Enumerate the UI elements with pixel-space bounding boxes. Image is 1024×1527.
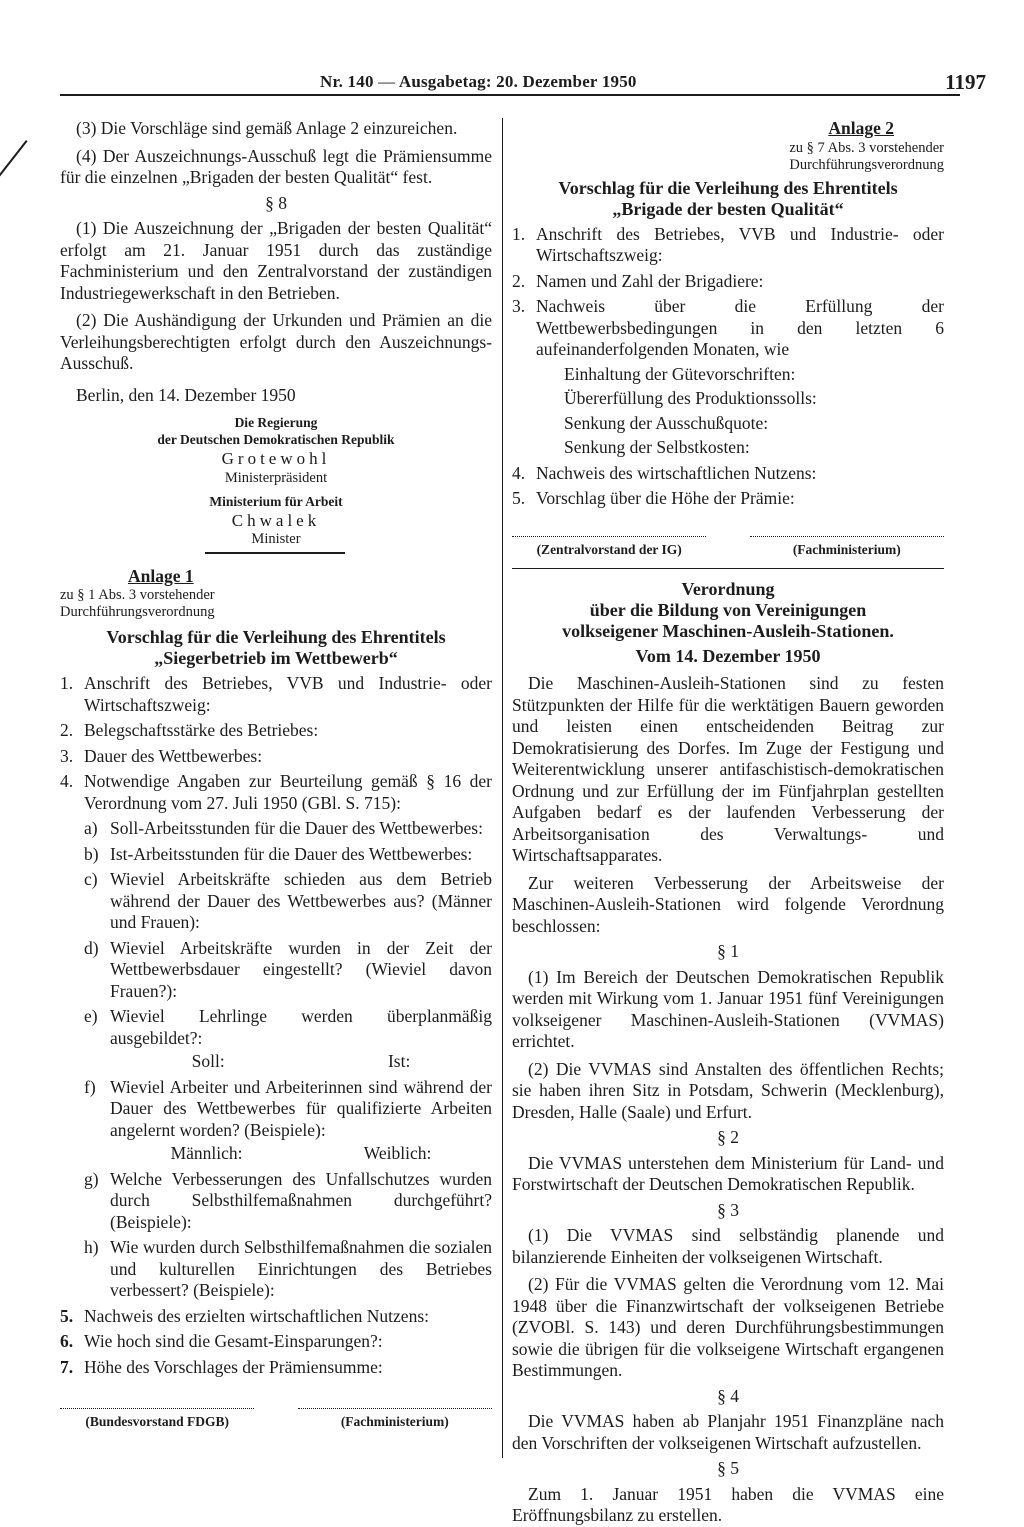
paragraph: (4) Der Auszeichnungs-Ausschuß legt die Prämiensumme für die einzelnen „Brigaden der besten Qualität“ fest. [60, 145, 492, 187]
signature-dots [512, 526, 706, 537]
header-line [320, 72, 637, 92]
page-header [0, 62, 1024, 94]
signature-field [298, 1398, 492, 1430]
paragraph: (3) Die Vorschläge sind gemäß Anlage 2 einzureichen. [76, 118, 458, 138]
list-item: 3. Nachweis über die Erfüllung der Wettbewerbsbedingungen in den letzten 6 aufeinanderfolgenden Monaten, wie [512, 296, 944, 359]
anlage-2 [512, 118, 944, 558]
section-heading: § 1 [717, 941, 739, 961]
list-item: 3. Dauer des Wettbewerbes: [60, 745, 263, 766]
soll-label: Soll: [191, 1051, 225, 1071]
paragraph: Die Maschinen-Ausleih-Stationen sind zu festen Stützpunkten der Hilfe für die werktätigen Bauern geworden und leisten einen entscheidenden Beitrag zur Demokratisierung des Dorfes. Im Zuge der Festigung und Weiterentwicklung unserer antifaschistisch-demokratischen Ordnung und zur Erfüllung der im Fünfjahrplan gestellten Aufgaben bedarf es der laufenden Verbesserung der Arbeitsorganisation des Verwaltungs- und Wirtschaftsapparates. [512, 673, 944, 865]
section-divider [512, 568, 944, 570]
criteria-line: Übererfüllung des Produktionssolls: [564, 388, 817, 408]
anlage-title: Anlage 2 [828, 118, 894, 138]
gender-fields [60, 1143, 492, 1165]
signature-caption: (Fachministerium) [792, 541, 901, 557]
signatory-institution: Ministerium für Arbeit [209, 493, 343, 509]
signatory-name: Chwalek [231, 510, 321, 530]
signature-dots [750, 526, 944, 537]
right-column [512, 118, 944, 1527]
paragraph: (2) Für die VVMAS gelten die Verordnung vom 12. Mai 1948 über die Finanzwirtschaft der volkseigenen Betriebe (ZVOBl. S. 143) und deren Durchführungsbestimmungen sowie die übrigen für die volkseigene Wirtschaft ergangenen Bestimmungen. [512, 1274, 944, 1380]
header-rule [60, 94, 960, 96]
verordnung [512, 579, 944, 1527]
header-dash: — [378, 72, 396, 91]
criteria-line: Senkung der Selbstkosten: [564, 437, 750, 457]
section-heading: § 5 [717, 1458, 739, 1478]
sub-item: c) Wieviel Arbeitskräfte schieden aus dem Betrieb während der Dauer des Wettbewerbes aus? (Männer und Frauen): [84, 869, 492, 932]
weiblich-label: Weiblich: [363, 1143, 432, 1163]
signature-dots [60, 1398, 254, 1409]
signature-lines [512, 526, 944, 558]
place-date: Berlin, den 14. Dezember 1950 [76, 384, 296, 405]
signature-field [512, 526, 706, 558]
pen-mark [0, 140, 27, 188]
issue-number: Nr. 140 [320, 72, 374, 91]
signatory-title: Ministerpräsident [224, 469, 328, 486]
proposal-heading: Vorschlag für die Verleihung des Ehrentitels [106, 627, 446, 647]
anlage-reference: zu § 1 Abs. 3 vorstehender [60, 587, 215, 603]
ist-label: Ist: [387, 1051, 411, 1071]
sub-item: h) Wie wurden durch Selbsthilfemaßnahmen die sozialen und kulturellen Einrichtungen des Betriebes verbessert? (Beispiele): [84, 1237, 492, 1300]
list-item: 1. Anschrift des Betriebes, VVB und Industrie- oder Wirtschaftszweig: [60, 673, 492, 715]
proposal-heading: Vorschlag für die Verleihung des Ehrentitels [558, 177, 898, 198]
signature-field [60, 1398, 254, 1430]
criteria-line: Senkung der Ausschußquote: [564, 412, 769, 433]
signature-caption: (Zentralvorstand der IG) [536, 541, 682, 557]
list-item: 2. Belegschaftsstärke des Betriebes: [60, 720, 319, 740]
sub-item: b) Ist-Arbeitsstunden für die Dauer des Wettbewerbes: [84, 843, 473, 864]
signatory-name: Grotewohl [221, 449, 331, 468]
paragraph: (2) Die VVMAS sind Anstalten des öffentlichen Rechts; sie haben ihren Sitz in Potsdam, Schwerin (Mecklenburg), Dresden, Halle (Saale) und Erfurt. [512, 1058, 944, 1122]
anlage-reference: Durchführungsverordnung [789, 156, 944, 173]
list-item: 5. Vorschlag über die Höhe der Prämie: [512, 488, 795, 508]
paragraph: (1) Im Bereich der Deutschen Demokratischen Republik werden mit Wirkung vom 1. Januar 1951 fünf Vereinigungen volkseigener Maschinen-Ausleih-Stationen (VVMAS) errichtet. [512, 966, 944, 1051]
numbered-list [60, 673, 492, 1378]
proposal-heading: „Brigade der besten Qualität“ [612, 198, 844, 219]
ordinance-title: über die Bildung von Vereinigungen [589, 600, 867, 620]
criteria-lines [512, 364, 944, 459]
signature-lines [60, 1398, 492, 1430]
anlage-1 [60, 566, 492, 1431]
paragraph: (1) Die VVMAS sind selbständig planende und bilanzierende Einheiten der volkseigenen Wirtschaft. [512, 1225, 944, 1267]
section-heading: § 3 [717, 1199, 739, 1220]
signature-caption: (Fachministerium) [340, 1414, 449, 1429]
section-heading: § 2 [717, 1127, 739, 1147]
list-item: 4. Notwendige Angaben zur Beurteilung gemäß § 16 der Verordnung vom 27. Juli 1950 (GBl. S. 715): [60, 771, 492, 813]
signatory-institution: der Deutschen Demokratischen Republik [157, 432, 395, 447]
section-heading: § 4 [717, 1385, 739, 1406]
paragraph: Die VVMAS unterstehen dem Ministerium für Land- und Forstwirtschaft der Deutschen Demokratischen Republik. [512, 1152, 944, 1194]
ordinance-title: Verordnung [681, 579, 775, 599]
page-number: 1197 [945, 70, 986, 94]
sub-item: d) Wieviel Arbeitskräfte wurden in der Zeit der Wettbewerbsdauer eingestellt? (Wieviel davon Frauen?): [84, 937, 492, 1001]
signature-field [750, 526, 944, 558]
left-column [60, 118, 492, 1430]
paragraph: Zum 1. Januar 1951 haben die VVMAS eine Eröffnungsbilanz zu erstellen. [512, 1483, 944, 1525]
paragraph: Die VVMAS haben ab Planjahr 1951 Finanzpläne nach den Vorschriften der volkseigenen Wirtschaft aufzustellen. [512, 1411, 944, 1453]
proposal-heading: „Siegerbetrieb im Wettbewerb“ [154, 648, 398, 668]
soll-ist-fields [60, 1051, 492, 1073]
paragraph: Zur weiteren Verbesserung der Arbeitsweise der Maschinen-Ausleih-Stationen wird folgende Verordnung beschlossen: [512, 872, 944, 936]
issue-date: Ausgabetag: 20. Dezember 1950 [398, 72, 637, 91]
signature-dots [298, 1398, 492, 1409]
column-divider [502, 118, 503, 1458]
section-heading: § 8 [265, 192, 287, 213]
sub-item: e) Wieviel Lehrlinge werden überplanmäßig ausgebildet?: [84, 1006, 492, 1048]
numbered-list [512, 224, 944, 510]
anlage-reference: zu § 7 Abs. 3 vorstehender [789, 139, 944, 156]
paragraph: (1) Die Auszeichnung der „Brigaden der besten Qualität“ erfolgt am 21. Januar 1951 durch das zuständige Fachministerium und den Zentralvorstand der zuständigen Industriegewerkschaft in den Betrieben. [60, 218, 492, 303]
anlage-title: Anlage 1 [128, 565, 194, 586]
signature-block-government [60, 414, 492, 554]
signature-caption: (Bundesvorstand FDGB) [85, 1414, 230, 1429]
list-item: 5. Nachweis des erzielten wirtschaftlichen Nutzens: [60, 1305, 430, 1326]
sub-item: f) Wieviel Arbeiter und Arbeiterinnen sind während der Dauer des Wettbewerbes für qualifizierte Arbeiten angelernt worden? (Beispiele): [84, 1076, 492, 1140]
list-item: 6. Wie hoch sind die Gesamt-Einsparungen?: [60, 1331, 383, 1351]
signature-rule [205, 552, 345, 554]
sub-item: g) Welche Verbesserungen des Unfallschutzes wurden durch Selbsthilfemaßnahmen durchgeführt? (Beispiele): [84, 1168, 492, 1232]
list-item: 7. Höhe des Vorschlages der Prämiensumme: [60, 1356, 383, 1377]
paragraph: (2) Die Aushändigung der Urkunden und Prämien an die Verleihungsberechtigten erfolgt durch den Auszeichnungs-Ausschuß. [60, 310, 492, 373]
criteria-line: Einhaltung der Gütevorschriften: [564, 363, 796, 384]
list-item: 1. Anschrift des Betriebes, VVB und Industrie- oder Wirtschaftszweig: [512, 223, 944, 265]
maennlich-label: Männlich: [170, 1143, 243, 1163]
sub-item: a) Soll-Arbeitsstunden für die Dauer des Wettbewerbes: [84, 818, 483, 838]
list-item: 2. Namen und Zahl der Brigadiere: [512, 270, 764, 291]
anlage-reference: Durchführungsverordnung [60, 604, 215, 620]
signatory-title: Minister [251, 531, 301, 547]
ordinance-date: Vom 14. Dezember 1950 [635, 646, 821, 666]
signatory-institution: Die Regierung [234, 415, 318, 430]
ordinance-title: volkseigener Maschinen-Ausleih-Stationen. [562, 621, 894, 641]
list-item: 4. Nachweis des wirtschaftlichen Nutzens: [512, 462, 817, 483]
